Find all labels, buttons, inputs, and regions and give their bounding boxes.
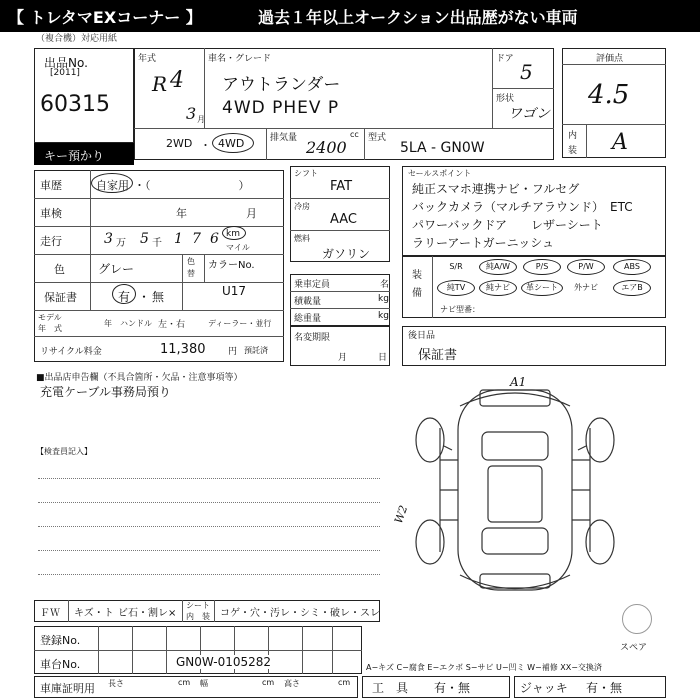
drive-4wd: 4WD xyxy=(218,137,245,150)
load-unit: kg xyxy=(378,294,389,304)
shift-value: FAT xyxy=(330,179,353,194)
registration-label: 登録No. xyxy=(40,634,81,647)
attachments-value: 保証書 xyxy=(418,348,458,363)
recycle-value: 11,380 xyxy=(160,342,206,357)
fuel-value: ガソリン xyxy=(322,247,371,261)
body-type-label: 形状 xyxy=(496,94,515,104)
history-label: 車歴 xyxy=(40,179,62,192)
capacity-unit: 名 xyxy=(380,280,390,290)
ownership-label: 名変期限 xyxy=(294,333,331,343)
equip-airbag: エアB xyxy=(621,283,643,292)
roof-panel xyxy=(488,466,542,522)
fuel-label: 燃料 xyxy=(294,234,310,243)
certificate-cm-1: cm xyxy=(178,678,191,687)
doors-label: ドア xyxy=(496,54,514,64)
interior-value: A xyxy=(612,130,628,155)
load-label: 積載量 xyxy=(294,297,322,307)
interior-label-a: 内 xyxy=(568,131,578,141)
mileage-digit-3: 6 xyxy=(210,231,219,247)
recycle-label: リサイクル料金 xyxy=(40,347,102,357)
equip-abs-circle xyxy=(613,259,651,275)
windshield xyxy=(482,432,548,460)
model-row-label-a: モデル xyxy=(38,313,62,322)
recycle-unit: 円 xyxy=(228,347,238,357)
mileage-label: 走行 xyxy=(40,235,62,248)
navi-model-label: ナビ型番： xyxy=(440,305,480,314)
equipment-label-b: 備 xyxy=(412,288,422,299)
inspection-year-unit: 年 xyxy=(176,207,187,220)
model-code-value: 5LA - GN0W xyxy=(400,140,485,156)
gross-label: 総重量 xyxy=(294,314,322,324)
sales-point-line: 純正スマホ連携ナビ・フルセグ xyxy=(412,182,580,196)
score-value: 4.5 xyxy=(588,80,630,110)
sales-points-label: セールスポイント xyxy=(408,169,472,178)
equip-abs: ABS xyxy=(624,262,640,271)
equip-tv-circle xyxy=(437,280,475,296)
attachments-label: 後日品 xyxy=(408,331,436,341)
recycle-deposit: 預託済 xyxy=(244,346,268,355)
color-label: 色 xyxy=(54,263,65,276)
doors-value: 5 xyxy=(520,60,533,84)
damage-mark-front: A1 xyxy=(510,375,527,389)
equip-ps-circle xyxy=(523,259,561,275)
sub-header: （複合機）対応用紙 xyxy=(36,34,118,44)
equip-pw: P/W xyxy=(578,262,594,271)
chassis-value: GN0W-0105282 xyxy=(176,655,272,669)
fw-label: ＦＷ xyxy=(40,608,60,619)
spare-label: スペア xyxy=(620,643,648,653)
rear-bumper xyxy=(460,575,570,589)
mileage-man: 3 xyxy=(104,231,113,247)
sales-point-line: ラリーアートガーニッシュ xyxy=(412,236,554,250)
color-change-a: 色 xyxy=(187,257,195,266)
model-row-year: 年 xyxy=(104,319,112,328)
lot-label: 出品No. xyxy=(44,56,88,70)
interior-label-b: 装 xyxy=(568,146,578,156)
ownership-day: 日 xyxy=(378,353,388,363)
mileage-km-circle xyxy=(222,226,246,240)
tools-value: 有・無 xyxy=(434,681,471,695)
spare-tire-icon xyxy=(622,604,652,634)
drive-4wd-circle xyxy=(212,133,254,153)
seat-items: コゲ・穴・汚レ・シミ・破レ・スレ xyxy=(220,608,380,619)
ac-value: AAC xyxy=(330,212,357,227)
front-bumper xyxy=(460,393,570,406)
lot-number: 60315 xyxy=(40,92,110,117)
damage-mark-side: W2 xyxy=(391,503,411,526)
model-row-lr: 左・右 xyxy=(158,320,186,330)
equip-aw: 純A/W xyxy=(485,262,511,271)
ownership-month: 月 xyxy=(338,353,348,363)
drive-2wd: 2WD xyxy=(166,137,193,150)
certificate-cm-2: cm xyxy=(262,678,275,687)
equip-airbag-circle xyxy=(613,280,651,296)
notes-text: 充電ケーブル事務局預り xyxy=(40,385,171,399)
color-change-b: 替 xyxy=(187,269,195,278)
equip-navi: 純ナビ xyxy=(486,283,510,292)
color-code-label: カラーNo. xyxy=(208,260,255,271)
displacement-label: 排気量 xyxy=(270,133,298,143)
banner-right: 過去１年以上オークション出品歴がない車両 xyxy=(258,8,578,27)
gross-unit: kg xyxy=(378,311,389,321)
mileage-sen: 5 xyxy=(140,231,149,247)
warranty-no: 無 xyxy=(152,290,165,304)
equip-aw-circle xyxy=(479,259,517,275)
fw-items: キズ・ト xyxy=(74,608,114,619)
car-damage-diagram xyxy=(400,370,630,610)
displacement-unit: cc xyxy=(350,130,359,139)
model-year-month: 3 xyxy=(186,104,197,123)
model-row-dealer: ディーラー・並行 xyxy=(208,319,272,328)
equip-ps: P/S xyxy=(535,262,549,271)
inspection-label: 車検 xyxy=(40,207,62,220)
warranty-sep: ・ xyxy=(138,290,151,304)
certificate-width: 幅 xyxy=(200,679,208,688)
equipment-label-a: 装 xyxy=(412,270,422,281)
equip-leather-circle xyxy=(521,280,563,296)
sales-point-line: パワーバックドア レザーシート xyxy=(412,218,603,232)
left-front-door xyxy=(440,460,458,520)
capacity-label: 乗車定員 xyxy=(294,280,331,290)
mileage-sen-unit: 千 xyxy=(152,238,162,249)
certificate-height: 高さ xyxy=(284,679,300,688)
warranty-label: 保証書 xyxy=(44,291,77,304)
lot-year-tag: [2011] xyxy=(50,68,80,78)
history-value: 自家用 xyxy=(96,179,129,192)
mileage-digit-2: 7 xyxy=(192,231,201,247)
warranty-yes: 有 xyxy=(118,290,131,304)
model-code-label: 型式 xyxy=(368,133,387,143)
shift-label: シフト xyxy=(294,169,318,178)
car-name-label: 車名・グレード xyxy=(208,54,272,64)
ac-label: 冷房 xyxy=(294,202,310,211)
inspection-month-unit: 月 xyxy=(246,207,257,220)
certificate-length: 長さ xyxy=(108,679,124,688)
right-front-door xyxy=(572,460,590,520)
equip-leather: 革シート xyxy=(526,283,558,292)
car-grade: 4WD PHEV P xyxy=(222,98,340,118)
model-year-month-unit: 月 xyxy=(197,115,205,124)
mirror-left xyxy=(444,446,452,450)
car-name: アウトランダー xyxy=(222,75,341,95)
score-label: 評価点 xyxy=(596,54,624,64)
damage-legend: A−キズ C−腐食 E−エクボ S−サビ U−凹ミ W−補修 XX−交換済 xyxy=(366,663,602,672)
history-circle xyxy=(91,173,133,193)
chassis-label: 車台No. xyxy=(40,658,81,671)
mileage-digit-1: 1 xyxy=(174,231,183,247)
equip-navi-circle xyxy=(479,280,517,296)
inspector-label: 【検査員記入】 xyxy=(36,447,92,456)
rear-window xyxy=(482,528,548,554)
warranty-yes-circle xyxy=(112,284,136,304)
notes-label: ■出品店申告欄（不具合箇所・欠品・注意事項等） xyxy=(36,373,243,383)
color-value: グレー xyxy=(98,262,135,276)
displacement-value: 2400 xyxy=(306,138,347,157)
mileage-man-unit: 万 xyxy=(116,238,126,249)
history-rest: ・（ ） xyxy=(134,179,250,192)
equip-pw-circle xyxy=(567,259,605,275)
tools-label: 工 具 xyxy=(372,681,409,695)
certificate-label: 車庫証明用 xyxy=(40,682,95,695)
seat-label-a: シート xyxy=(186,601,210,610)
certificate-cm-3: cm xyxy=(338,678,351,687)
seat-label-b: 内 装 xyxy=(186,612,210,621)
model-row-handle: ハンドル xyxy=(120,319,152,328)
mirror-right xyxy=(578,446,586,450)
model-year-value: 4 xyxy=(170,68,184,93)
body-type-value: ワゴン xyxy=(508,106,550,122)
color-code: U17 xyxy=(222,284,247,298)
equip-sr: S/R xyxy=(449,262,463,271)
model-row-label-b: 年 式 xyxy=(38,324,62,333)
drive-sep: ・ xyxy=(200,139,211,152)
jack-label: ジャッキ xyxy=(520,681,568,695)
banner-left: 【 トレタマEXコーナー 】 xyxy=(8,8,202,27)
model-year-era: R xyxy=(152,72,168,96)
fw-items-2: ビ石・割レ× xyxy=(118,608,177,619)
equip-tv: 純TV xyxy=(446,283,466,292)
mileage-km: km xyxy=(226,229,240,239)
key-deposit-label: キー預かり xyxy=(44,149,105,163)
mileage-mile: マイル xyxy=(226,243,250,252)
sales-point-line: バックカメラ（マルチアラウンド） ETC xyxy=(412,200,633,214)
jack-value: 有・無 xyxy=(586,681,623,695)
model-year-label: 年式 xyxy=(138,54,157,64)
equip-ext-navi: 外ナビ xyxy=(574,283,598,292)
car-outline-top xyxy=(458,390,572,590)
